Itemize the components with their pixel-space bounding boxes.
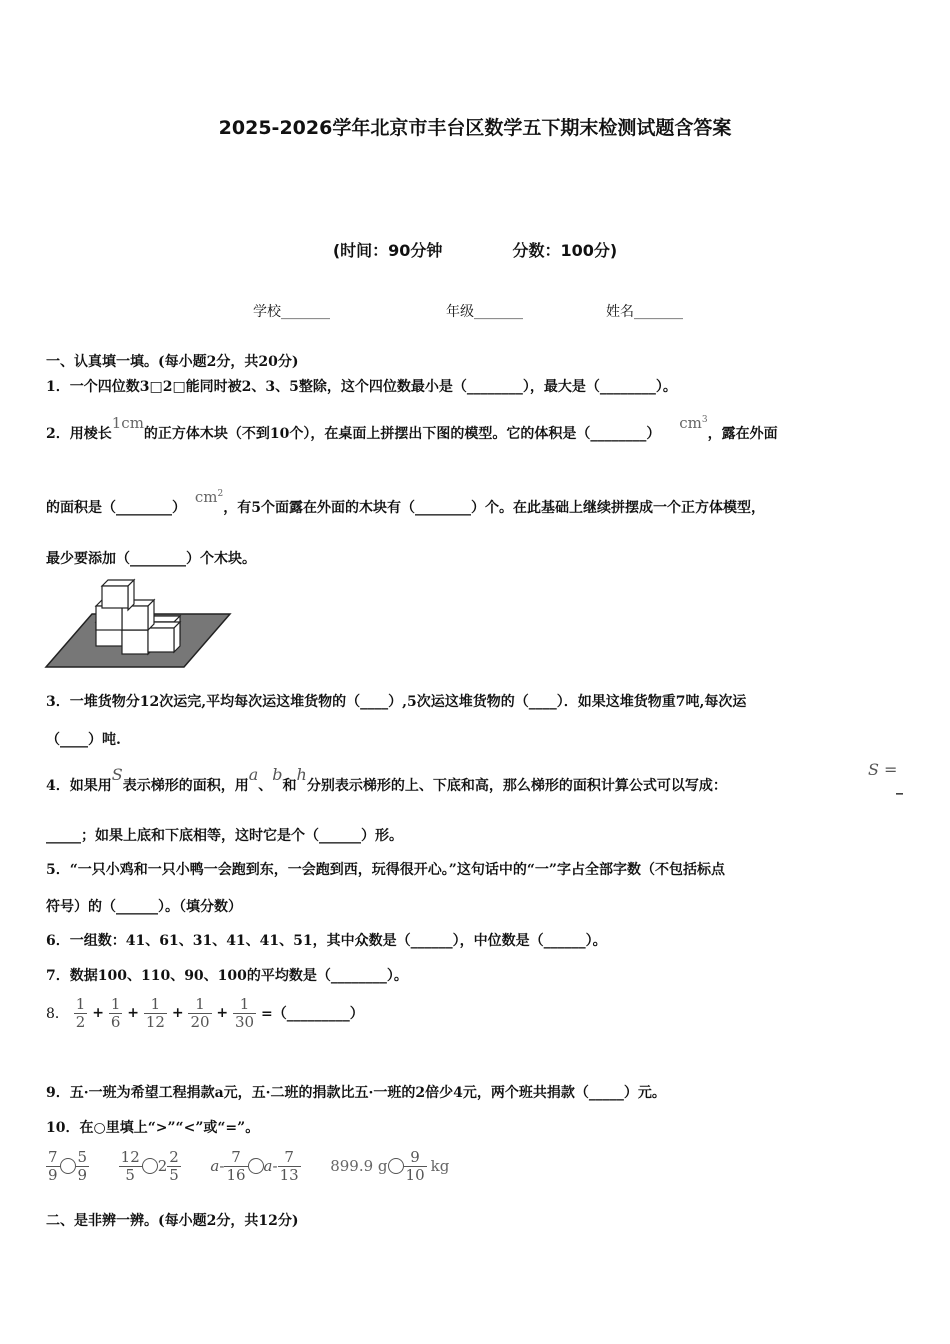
q8-f3-num: 1	[150, 995, 161, 1013]
q10-f4	[167, 1149, 181, 1183]
question-8	[46, 996, 364, 1030]
q8-f4-num: 1	[195, 995, 205, 1013]
q8-f3-den: 12	[145, 1012, 165, 1031]
q8-plus-4: +	[216, 1005, 229, 1021]
exam-score: 分数：100分)	[512, 241, 618, 260]
compare-circle-1[interactable]	[60, 1158, 76, 1174]
q10-whole: 2	[157, 1157, 168, 1175]
question-1: 1．一个四位数3□2□能同时被2、3、5整除，这个四位数最小是（________），最大是（________）。	[46, 379, 677, 395]
q2-unit-cm2-base: cm	[194, 488, 218, 506]
q10-f3	[119, 1149, 142, 1183]
school-field: 学校_______	[253, 304, 330, 320]
section-2-heading: 二、是非辨一辨。(每小题2分，共12分)	[46, 1213, 299, 1229]
question-6: 6．一组数：41、61、31、41、41、51，其中众数是（______），中位数是（______）。	[46, 933, 607, 949]
q10-f2	[76, 1149, 90, 1183]
q4-var-s: S	[111, 765, 123, 784]
question-4-line-2: _____；如果上底和下底相等，这时它是个（______）形。	[46, 828, 403, 844]
q4-var-b: b	[272, 765, 283, 784]
q8-fraction-3	[144, 996, 167, 1030]
question-5-line-2: 符号）的（______）。（填分数）	[46, 899, 242, 915]
q8-label: 8．	[46, 1006, 69, 1022]
q8-fraction-2	[109, 996, 123, 1030]
q10-var-a1: a	[210, 1157, 220, 1175]
q10-f2-den: 9	[77, 1165, 88, 1184]
q8-f4-den: 20	[190, 1012, 210, 1031]
q8-f5-den: 30	[235, 1012, 255, 1031]
q10-f3-num: 12	[120, 1148, 140, 1166]
exam-time: (时间：90分钟	[332, 241, 443, 260]
q10-f5-den: 16	[226, 1165, 246, 1184]
question-9: 9．五·一班为希望工程捐款a元，五·二班的捐款比五·一班的2倍少4元，两个班共捐款（_____）元。	[46, 1085, 666, 1101]
question-3-line-1: 3．一堆货物分12次运完,平均每次运这堆货物的（____）,5次运这堆货物的（____）．如果这堆货物重7吨,每次运	[46, 694, 747, 710]
q2-unit-cm2	[195, 488, 223, 506]
q2-unit-cm2-exp: 2	[217, 489, 224, 499]
q4-text-c: 分别表示梯形的上、下底和高，那么梯形的面积计算公式可以写成：	[306, 778, 727, 794]
q2-text-b: 的正方体木块（不到10个），在桌面上拼摆出下图的模型。它的体积是（________）	[143, 426, 661, 442]
question-2-line-2	[46, 488, 765, 517]
q4-var-a: a	[248, 765, 259, 784]
q4-var-h: h	[296, 765, 307, 784]
q4-blank-end: _	[896, 779, 903, 795]
question-10-items	[46, 1149, 449, 1183]
question-7: 7．数据100、110、90、100的平均数是（________）。	[46, 968, 408, 984]
cube-model-figure	[44, 578, 234, 670]
q10-kg: kg	[430, 1157, 450, 1175]
q4-sep-1: 、	[258, 778, 273, 794]
q2-text-a: 2．用棱长	[46, 426, 112, 442]
q4-text-b: 表示梯形的面积，用	[122, 778, 249, 794]
question-5-line-1: 5．“一只小鸡和一只小鸭一会跑到东，一会跑到西，玩得很开心。”这句话中的“一”字占全部字数（不包括标点	[46, 862, 725, 878]
question-2-line-3: 最少要添加（________）个木块。	[46, 551, 256, 567]
q8-f5-num: 1	[239, 995, 250, 1013]
q4-text-a: 4．如果用	[46, 778, 112, 794]
question-10-label: 10．在○里填上“>”“<”或“=”。	[46, 1120, 260, 1136]
q10-f6-den: 13	[279, 1165, 299, 1184]
q8-f1-den: 2	[75, 1012, 86, 1031]
q8-f2-num: 1	[110, 995, 121, 1013]
name-field: 姓名_______	[606, 304, 683, 320]
q10-minus-2: -	[272, 1157, 278, 1175]
q8-equals: =（_________）	[260, 1006, 364, 1022]
grade-field: 年级_______	[446, 304, 523, 320]
question-4-line-1	[46, 765, 727, 795]
q10-f1-num: 7	[48, 1148, 58, 1166]
q8-fraction-5	[233, 996, 256, 1030]
q2-text-d: 的面积是（________）	[46, 500, 186, 516]
q4-formula: S =	[868, 760, 898, 779]
q8-fraction-4	[188, 996, 211, 1030]
compare-circle-4[interactable]	[388, 1158, 404, 1174]
q10-f1-den: 9	[48, 1165, 58, 1184]
q10-f4-den: 5	[169, 1165, 179, 1184]
question-2-line-1	[46, 414, 778, 443]
q8-plus-3: +	[171, 1005, 184, 1021]
q10-var-a2: a	[263, 1157, 273, 1175]
cube-stack	[96, 580, 180, 654]
compare-circle-2[interactable]	[142, 1158, 158, 1174]
q2-unit-cm3-base: cm	[679, 414, 702, 432]
q8-fraction-1	[74, 996, 88, 1030]
q10-f7	[404, 1149, 427, 1183]
q2-unit-cm: 1cm	[111, 414, 144, 432]
section-1-heading: 一、认真填一填。(每小题2分，共20分)	[46, 354, 299, 370]
compare-circle-3[interactable]	[248, 1158, 264, 1174]
q10-f7-num: 9	[410, 1148, 420, 1166]
q2-unit-cm3-exp: 3	[701, 415, 708, 425]
exam-meta	[0, 238, 950, 261]
q10-f3-den: 5	[119, 1166, 142, 1184]
question-3-line-2: （____）吨.	[46, 732, 121, 748]
q10-f2-num: 5	[77, 1148, 88, 1166]
q10-f5	[224, 1149, 247, 1183]
q10-f5-num: 7	[231, 1148, 241, 1166]
q10-f7-den: 10	[405, 1165, 425, 1184]
q2-text-c: ，露在外面	[707, 426, 778, 442]
q10-mass: 899.9 g	[330, 1157, 388, 1175]
q10-minus-1: -	[219, 1157, 225, 1175]
q8-f1-num: 1	[75, 995, 86, 1013]
q4-sep-2: 和	[282, 778, 297, 794]
q2-text-e: ，有5个面露在外面的木块有（________）个。在此基础上继续拼摆成一个正方体模型，	[223, 500, 765, 516]
q2-unit-cm3	[679, 414, 707, 432]
q8-plus-1: +	[92, 1005, 104, 1021]
q10-f4-num: 2	[169, 1148, 179, 1166]
q8-plus-2: +	[127, 1005, 139, 1021]
q10-f6	[278, 1149, 301, 1183]
q10-f6-num: 7	[284, 1148, 294, 1166]
q8-f2-den: 6	[110, 1012, 121, 1031]
q10-f1	[46, 1149, 60, 1183]
page-title: 2025-2026学年北京市丰台区数学五下期末检测试题含答案	[218, 117, 732, 139]
